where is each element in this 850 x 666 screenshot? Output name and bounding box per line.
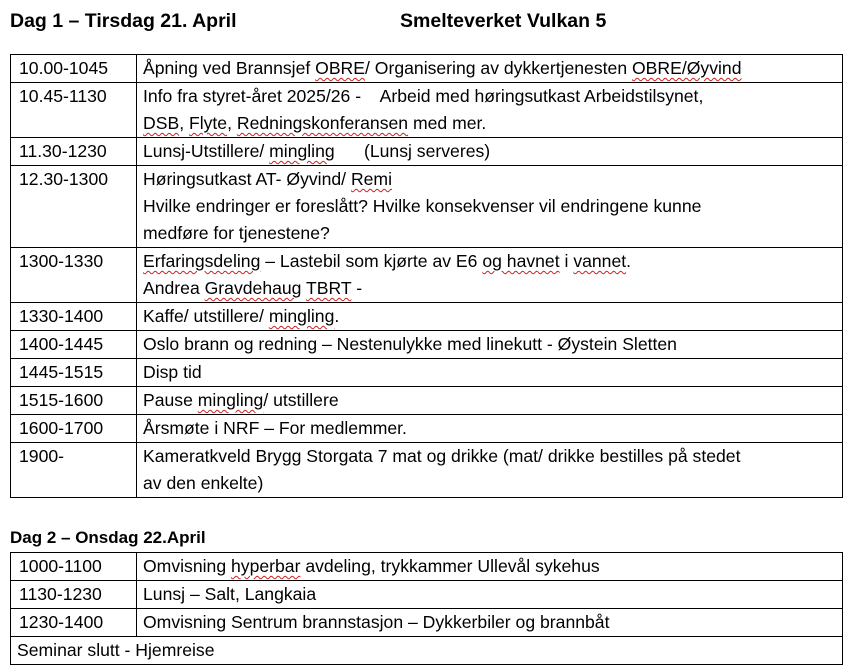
description-text: med mer. xyxy=(408,113,487,133)
day1-schedule-table xyxy=(10,54,843,498)
schedule-row xyxy=(11,609,843,637)
day2-heading: Dag 2 – Onsdag 22.April xyxy=(10,528,206,547)
description-cell xyxy=(137,387,843,415)
description-line xyxy=(143,138,836,165)
time-cell: 1600-1700 xyxy=(11,415,137,443)
day1-heading-bar xyxy=(10,6,840,36)
spellcheck-flagged-text: hyperbar xyxy=(231,556,301,576)
description-line xyxy=(143,470,836,497)
time-cell: 10.45-1130 xyxy=(11,83,137,138)
description-text: Høringsutkast AT- Øyvind/ xyxy=(143,169,351,189)
spellcheck-flagged-text: mingling xyxy=(197,390,264,410)
description-text: – Lastebil som kjørte av E6 xyxy=(260,251,483,271)
description-line xyxy=(143,443,836,470)
venue-heading: Smelteverket Vulkan 5 xyxy=(400,10,607,32)
description-cell xyxy=(137,609,843,637)
time-cell: 1330-1400 xyxy=(11,303,137,331)
description-cell xyxy=(137,138,843,166)
description-line xyxy=(143,248,836,275)
description-text: Pause xyxy=(143,390,198,410)
schedule-row xyxy=(11,55,843,83)
description-text: Disp tid xyxy=(143,362,202,382)
description-line xyxy=(143,166,836,193)
time-cell: 12.30-1300 xyxy=(11,166,137,248)
description-line xyxy=(143,220,836,247)
description-text: avdeling, trykkammer Ullevål sykehus xyxy=(300,556,600,576)
description-text: (Lunsj serveres) xyxy=(334,141,491,161)
description-cell xyxy=(137,55,843,83)
spellcheck-flagged-text: Flyte xyxy=(188,113,228,133)
seminar-end-row xyxy=(11,637,843,665)
description-text: / utstillere xyxy=(263,390,339,410)
description-cell xyxy=(137,443,843,498)
description-text: - xyxy=(351,278,363,298)
spellcheck-flagged-text: mingling xyxy=(268,306,335,326)
spellcheck-flagged-text: TBRT xyxy=(306,278,352,298)
description-cell xyxy=(137,248,843,303)
time-cell: 1445-1515 xyxy=(11,359,137,387)
description-cell xyxy=(137,415,843,443)
description-line xyxy=(143,83,836,110)
schedule-row xyxy=(11,138,843,166)
schedule-row xyxy=(11,387,843,415)
description-line xyxy=(143,193,836,220)
description-text: Kameratkveld Brygg Storgata 7 mat og drikke (mat/ drikke bestilles på stedet xyxy=(143,446,741,466)
description-line xyxy=(143,303,836,330)
spellcheck-flagged-text: Remi xyxy=(350,169,392,189)
description-text: Omvisning xyxy=(143,556,231,576)
day1-heading: Dag 1 – Tirsdag 21. April xyxy=(10,10,237,32)
description-cell xyxy=(137,303,843,331)
time-cell: 1230-1400 xyxy=(11,609,137,637)
time-cell: 1400-1445 xyxy=(11,331,137,359)
description-cell xyxy=(137,331,843,359)
description-line xyxy=(143,55,836,82)
time-cell: 1300-1330 xyxy=(11,248,137,303)
time-cell: 11.30-1230 xyxy=(11,138,137,166)
day2-schedule-table xyxy=(10,552,843,665)
description-cell xyxy=(137,359,843,387)
description-text: Lunsj – Salt, Langkaia xyxy=(143,584,317,604)
description-text: Omvisning Sentrum brannstasjon – Dykkerbiler og brannbåt xyxy=(143,612,610,632)
time-cell: 1515-1600 xyxy=(11,387,137,415)
schedule-row xyxy=(11,83,843,138)
description-line xyxy=(143,110,836,137)
description-line xyxy=(143,415,836,442)
description-line xyxy=(143,275,836,302)
schedule-row xyxy=(11,303,843,331)
spellcheck-flagged-text: Gravdehaug xyxy=(204,278,302,298)
description-text: / Organisering av dykkertjenesten xyxy=(365,58,632,78)
time-cell: 1130-1230 xyxy=(11,581,137,609)
description-text: Lunsj-Utstillere/ xyxy=(143,141,270,161)
schedule-row xyxy=(11,553,843,581)
seminar-end-cell: Seminar slutt - Hjemreise xyxy=(11,637,843,665)
description-text: Kaffe/ utstillere/ xyxy=(143,306,269,326)
spellcheck-flagged-text: DSB xyxy=(143,113,180,133)
description-line xyxy=(143,581,836,608)
description-cell xyxy=(137,553,843,581)
description-text: . xyxy=(334,306,340,326)
schedule-row xyxy=(11,415,843,443)
schedule-row xyxy=(11,581,843,609)
description-text: , xyxy=(179,113,189,133)
spellcheck-flagged-text: OBRE/Øyvind xyxy=(632,58,742,78)
description-cell xyxy=(137,83,843,138)
schedule-row xyxy=(11,248,843,303)
description-text: Årsmøte i NRF – For medlemmer. xyxy=(143,418,407,438)
spellcheck-flagged-text: og havnet xyxy=(482,251,560,271)
description-line xyxy=(143,387,836,414)
schedule-row xyxy=(11,166,843,248)
description-text: Åpning ved Brannsjef xyxy=(143,58,316,78)
description-text: i xyxy=(559,251,574,271)
description-text: medføre for tjenestene? xyxy=(143,223,330,243)
description-text: Info fra styret-året 2025/26 - Arbeid med høringsutkast Arbeidstilsynet, xyxy=(143,86,704,106)
spellcheck-flagged-text: Erfaringsdeling xyxy=(143,251,261,271)
time-cell: 1000-1100 xyxy=(11,553,137,581)
description-text: Oslo brann og redning – Nestenulykke med linekutt - Øystein Sletten xyxy=(143,334,677,354)
description-text: , xyxy=(227,113,237,133)
schedule-row xyxy=(11,443,843,498)
time-cell: 10.00-1045 xyxy=(11,55,137,83)
description-line xyxy=(143,609,836,636)
spellcheck-flagged-text: vannet xyxy=(573,251,627,271)
spellcheck-flagged-text: mingling xyxy=(269,141,335,161)
description-text: Hvilke endringer er foreslått? Hvilke konsekvenser vil endringene kunne xyxy=(143,196,702,216)
description-line xyxy=(143,553,836,580)
description-text: Andrea xyxy=(143,278,205,298)
description-cell xyxy=(137,581,843,609)
schedule-row xyxy=(11,331,843,359)
description-text: av den enkelte) xyxy=(143,473,264,493)
spellcheck-flagged-text: Redningskonferansen xyxy=(236,113,409,133)
description-cell xyxy=(137,166,843,248)
description-line xyxy=(143,359,836,386)
time-cell: 1900- xyxy=(11,443,137,498)
description-line xyxy=(143,331,836,358)
spellcheck-flagged-text: OBRE xyxy=(315,58,366,78)
schedule-row xyxy=(11,359,843,387)
description-text: . xyxy=(626,251,632,271)
